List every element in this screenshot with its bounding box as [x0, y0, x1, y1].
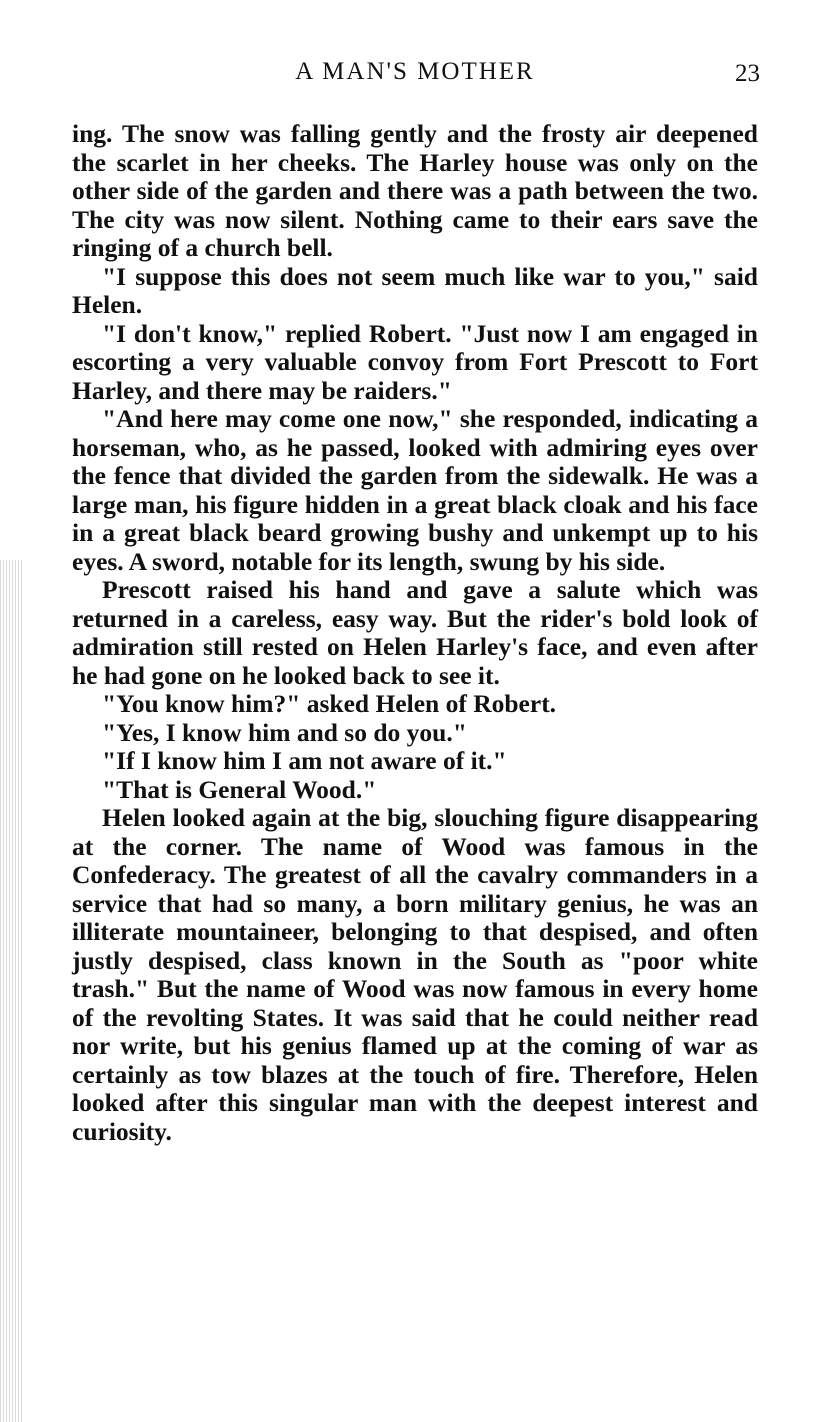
page-number: 23	[735, 60, 760, 87]
paragraph: Prescott raised his hand and gave a salute which was returned in a careless, easy way. But the rider's bold look of admiration still rested on Helen Harley's face, and even after he had gone on he looked back to see it.	[72, 575, 758, 690]
paragraph: "I don't know," replied Robert. "Just now I am engaged in escorting a very valuable convoy from Fort Prescott to Fort Harley, and there may be raiders."	[72, 318, 758, 405]
page-header	[0, 58, 830, 98]
running-head: A MAN'S MOTHER	[295, 58, 535, 85]
paragraph: "I suppose this does not seem much like war to you," said Helen.	[72, 261, 758, 319]
paragraph: "If I know him I am not aware of it."	[102, 746, 507, 775]
page-edge-shading	[0, 560, 22, 1422]
body-text	[72, 120, 758, 1146]
paragraph: ing. The snow was falling gently and the frosty air deepened the scarlet in her cheeks. The Harley house was only on the other side of the garden and there was a path between the two. The city was now silent. Nothing came to their ears save the ringing of a church bell.	[72, 119, 758, 262]
paragraph: "And here may come one now," she responded, indicating a horseman, who, as he passed, looked with admiring eyes over the fence that divided the garden from the sidewalk. He was a large man, his figure hidden in a great black cloak and his face in a great black beard growing bushy and unkempt up to his eyes. A sword, notable for its length, swung by his side.	[72, 404, 758, 576]
paragraph: "Yes, I know him and so do you."	[102, 717, 467, 747]
paragraph: "That is General Wood."	[102, 774, 377, 804]
paragraph: Helen looked again at the big, slouching figure disappearing at the corner. The name of Wood was famous in the Confederacy. The greatest of all the cavalry commanders in a service that had so many, a born military genius, he was an illiterate mountaineer, belonging to that despised, and often justly despised, class known in the South as "poor white trash." But the name of Wood was now famous in every home of the revolting States. It was said that he could neither read nor write, but his genius flamed up at the coming of war as certainly as tow blazes at the touch of fire. Therefore, Helen looked after this singular man with the deepest interest and curiosity.	[72, 803, 758, 1146]
paragraph: "You know him?" asked Helen of Robert.	[102, 689, 557, 718]
